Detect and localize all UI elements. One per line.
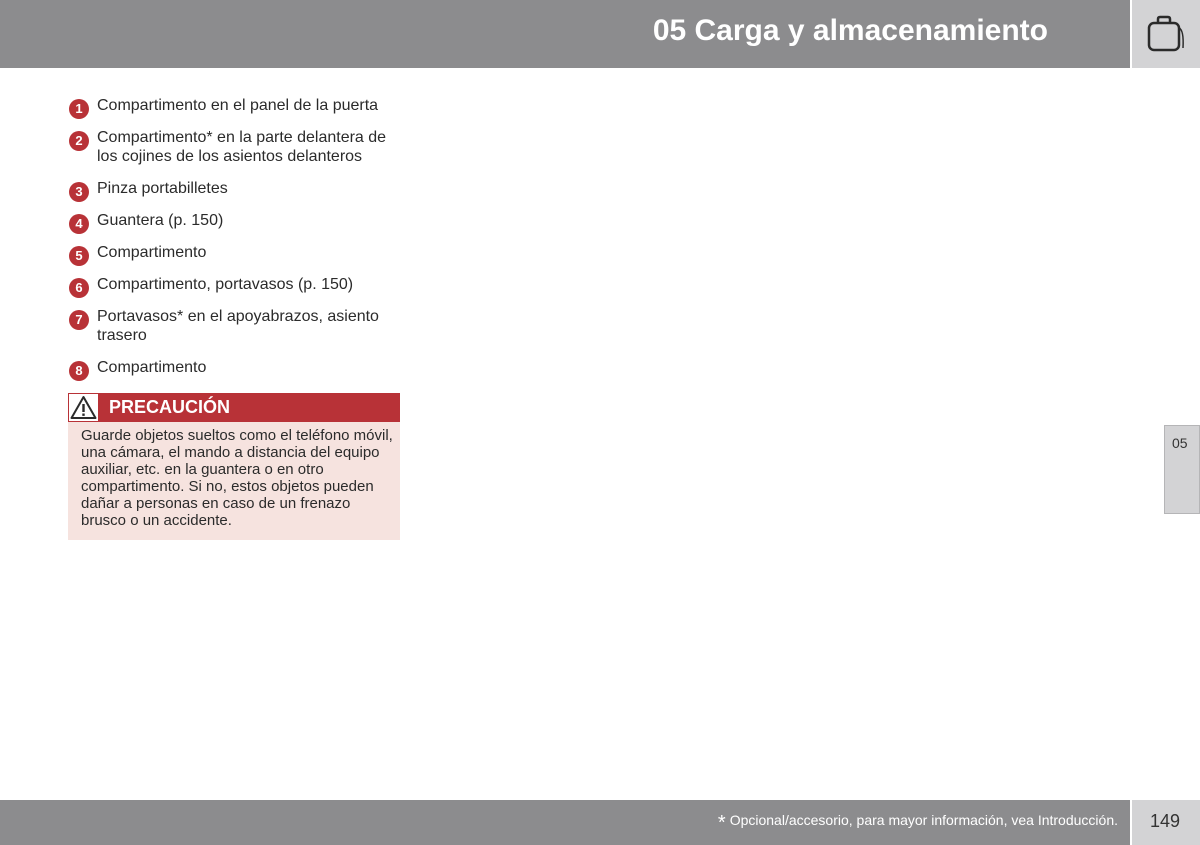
number-marker: 1 bbox=[69, 99, 89, 119]
page-number: 149 bbox=[1150, 811, 1181, 831]
item-text: Compartimento en el panel de la puerta bbox=[97, 97, 379, 114]
luggage-icon bbox=[1145, 14, 1187, 54]
list-item bbox=[69, 179, 404, 198]
chapter-tab[interactable] bbox=[1164, 425, 1200, 514]
header-bar bbox=[0, 0, 1130, 68]
caution-header bbox=[68, 393, 400, 422]
list-item bbox=[69, 211, 404, 230]
footnote-text: Opcional/accesorio, para mayor información, vea Introducción. bbox=[729, 812, 1118, 828]
number-marker: 7 bbox=[69, 310, 89, 330]
list-item bbox=[69, 307, 404, 345]
list-item bbox=[69, 128, 404, 166]
number-marker: 5 bbox=[69, 246, 89, 266]
caution-icon-box bbox=[68, 393, 99, 422]
item-list bbox=[69, 96, 404, 390]
list-item bbox=[69, 358, 404, 377]
chapter-tab-label: 05 bbox=[1172, 435, 1188, 451]
chapter-title: 05 Carga y almacenamiento bbox=[652, 14, 1048, 47]
number-marker: 3 bbox=[69, 182, 89, 202]
number-marker: 2 bbox=[69, 131, 89, 151]
list-item bbox=[69, 96, 404, 115]
warning-triangle-icon bbox=[70, 395, 97, 420]
list-item bbox=[69, 275, 404, 294]
chapter-icon-box bbox=[1132, 0, 1200, 68]
caution-box bbox=[68, 393, 400, 540]
footnote bbox=[718, 812, 1118, 835]
item-text: Compartimento bbox=[97, 244, 207, 261]
footer-bar bbox=[0, 800, 1130, 845]
item-text: Pinza portabilletes bbox=[97, 180, 228, 197]
item-text: Portavasos* en el apoyabrazos, asiento trasero bbox=[97, 308, 379, 344]
item-text: Compartimento* en la parte delantera de los cojines de los asientos delanteros bbox=[97, 129, 387, 165]
number-marker: 4 bbox=[69, 214, 89, 234]
item-text: Compartimento bbox=[97, 359, 207, 376]
number-marker: 6 bbox=[69, 278, 89, 298]
number-marker: 8 bbox=[69, 361, 89, 381]
item-text: Guantera (p. 150) bbox=[97, 212, 224, 229]
page-number-box bbox=[1132, 800, 1200, 845]
caution-title: PRECAUCIÓN bbox=[109, 397, 231, 417]
footnote-star: * bbox=[717, 812, 726, 834]
list-item bbox=[69, 243, 404, 262]
caution-text: Guarde objetos sueltos como el teléfono móvil, una cámara, el mando a distancia del equipo auxiliar, etc. en la guantera o en otro compartimento. Si no, estos objetos pueden dañar a personas en caso de un frenazo brusco o un accidente. bbox=[81, 427, 393, 529]
item-text: Compartimento, portavasos (p. 150) bbox=[97, 276, 354, 293]
